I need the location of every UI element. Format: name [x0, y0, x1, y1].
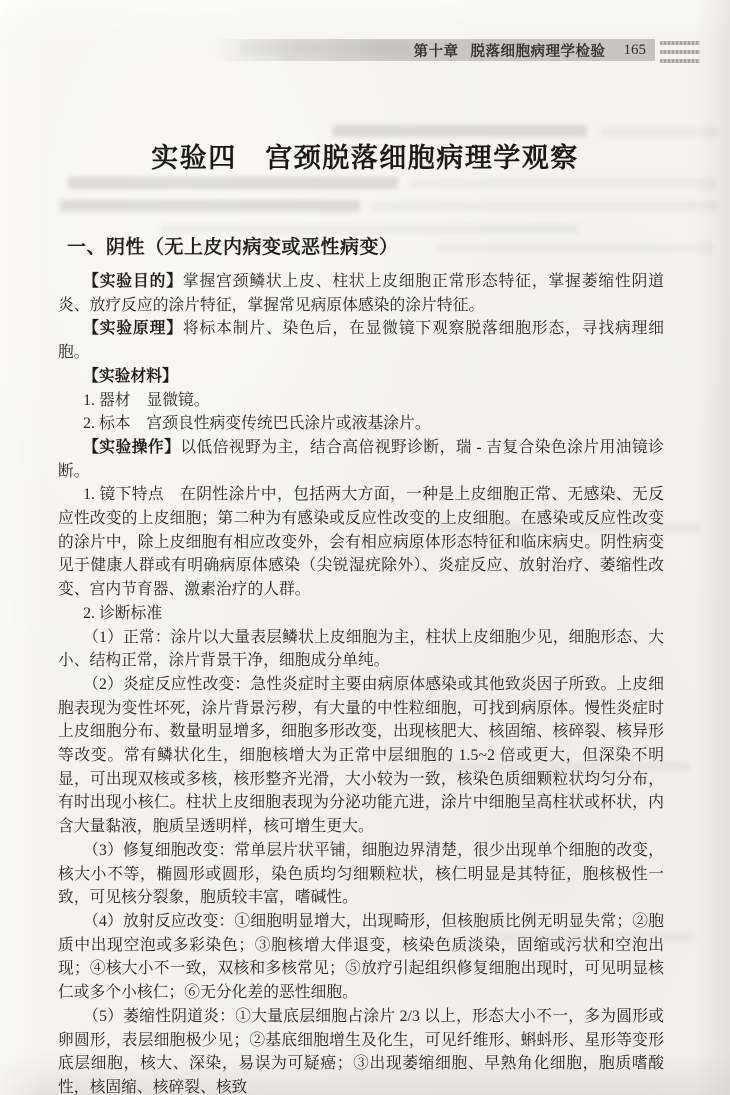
bleed-through-artifact: [410, 178, 715, 189]
section-heading: 一、阴性（无上皮内病变或恶性病变）: [67, 237, 399, 258]
paragraph: [58, 317, 664, 364]
paragraph: [58, 626, 664, 673]
paragraph: [58, 602, 664, 626]
chapter-label: 第十章: [413, 43, 459, 60]
bleed-through-artifact: [372, 201, 717, 212]
paragraph-text: 1. 器材 显微镜。: [83, 391, 210, 409]
paragraph-label: 【实验材料】: [83, 367, 178, 385]
paragraph-text: 掌握宫颈鳞状上皮、柱状上皮细胞正常形态特征，掌握萎缩性阴道炎、放疗反应的涂片特征，掌握常见病原体感染的涂片特征。: [58, 273, 664, 314]
paragraph-label: 【实验操作】: [83, 438, 181, 456]
paragraph-label: 【实验原理】: [83, 320, 183, 338]
paragraph-text: 2. 诊断标准: [83, 604, 163, 622]
paragraph-text: （2）炎症反应性改变：急性炎症时主要由病原体感染或其他致炎因子所致。上皮细胞表现为变性坏死，涂片背景污秽，有大量的中性粒细胞，可找到病原体。慢性炎症时上皮细胞分布、数量明显增多，细胞多形改变，出现核肥大、核固缩、核碎裂、核异形等改变。常有鳞状化生，细胞核增大为正常中层细胞的 1.5~2 倍或更大，但深染不明显，可出现双核或多核，核形整齐光滑，大小较为一致，核染色质细颗粒状均匀分布，有时出现小核仁。柱状上皮细胞表现为分泌功能亢进，涂片中细胞呈高柱状或杯状，内含大量黏液，胞质呈透明样，核可增生更大。: [58, 675, 664, 836]
paragraph-text: 以低倍视野为主，结合高倍视野诊断，瑞 - 吉复合染色涂片用油镜诊断。: [58, 438, 664, 480]
paragraph-text: 1. 镜下特点 在阴性涂片中，包括两大方面，一种是上皮细胞正常、无感染、无反应性改变的上皮细胞；第二种为有感染或反应性改变的上皮细胞。在感染或反应性改变的涂片中，除上皮细胞有相应改变外，会有相应病原体形态特征和临床病史。阴性病变见于健康人群或有明确病原体感染（尖锐湿疣除外）、炎症反应、放射治疗、萎缩性改变、宫内节育器、激素治疗的人群。: [58, 486, 664, 599]
paragraph: [58, 483, 664, 602]
header-stripes-icon: [660, 41, 700, 68]
experiment-title: 实验四 宫颈脱落细胞病理学观察: [151, 143, 579, 173]
paragraph: [58, 436, 664, 483]
paragraph: [58, 839, 664, 910]
paragraph: [58, 1005, 664, 1095]
paragraph: [58, 365, 664, 389]
experiment-body: [58, 270, 664, 1095]
paragraph: [58, 910, 664, 1005]
paragraph: [58, 673, 664, 839]
paragraph-text: 2. 标本 宫颈良性病变传统巴氏涂片或液基涂片。: [83, 415, 431, 433]
paragraph-text: （4）放射反应改变：①细胞明显增大，出现畸形，但核胞质比例无明显失常；②胞质中出现空泡或多彩染色；③胞核增大伴退变，核染色质淡染，固缩或污状和空泡出现；④核大小不一致，双核和多核常见；⑤放疗引起组织修复细胞出现时，可见明显核仁或多个小核仁；⑥无分化差的恶性细胞。: [58, 912, 664, 1002]
bleed-through-artifact: [68, 177, 398, 189]
chapter-title: 脱落细胞病理学检验: [470, 43, 606, 60]
paragraph: [58, 270, 664, 317]
page-number: 165: [623, 41, 646, 58]
bleed-through-artifact: [60, 200, 360, 212]
paragraph: [58, 389, 664, 413]
running-head: [213, 39, 655, 61]
paragraph-text: （1）正常：涂片以大量表层鳞状上皮细胞为主，柱状上皮细胞少见，细胞形态、大小、结构正常，涂片背景干净，细胞成分单纯。: [58, 628, 664, 670]
paragraph-text: 将标本制片、染色后，在显微镜下观察脱落细胞形态，寻找病理细胞。: [58, 320, 664, 362]
paragraph: [58, 412, 664, 436]
paragraph-text: （5）萎缩性阴道炎：①大量底层细胞占涂片 2/3 以上，形态大小不一，多为圆形或卵圆形，表层细胞极少见；②基底细胞增生及化生，可见纤维形、蝌蚪形、星形等变形底层细胞，核大、深染，易误为可疑癌；③出现萎缩细胞、早熟角化细胞，胞质嗜酸性，核固缩、核碎裂、核致: [58, 1007, 664, 1095]
paragraph-label: 【实验目的】: [83, 273, 183, 290]
page-content: [58, 232, 664, 1095]
paragraph-text: （3）修复细胞改变：常单层片状平铺，细胞边界清楚，很少出现单个细胞的改变，核大小不等，椭圆形或圆形，染色质均匀细颗粒状，核仁明显是其特征，胞核极性一致，可见核分裂象，胞质较丰富，嗜碱性。: [58, 841, 664, 907]
